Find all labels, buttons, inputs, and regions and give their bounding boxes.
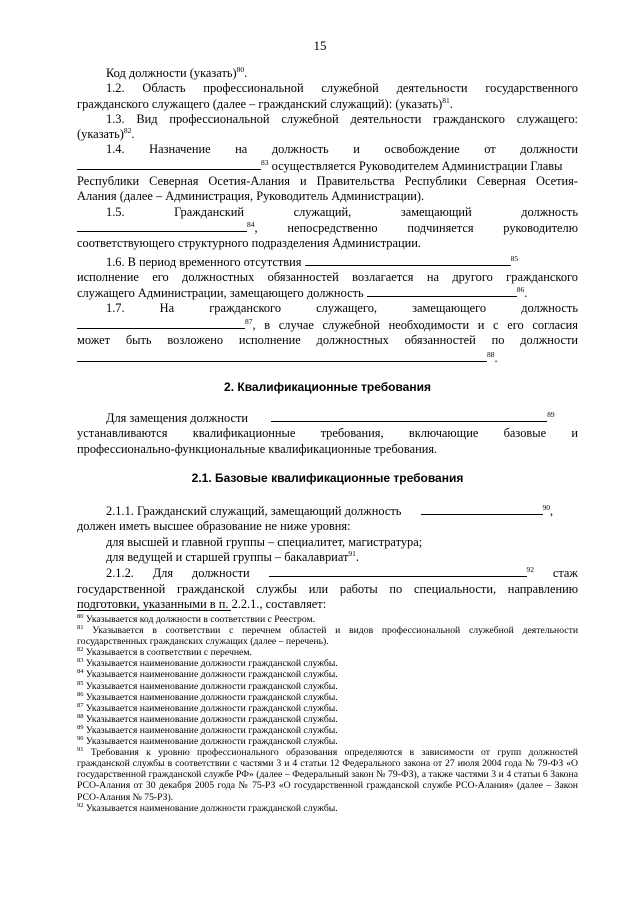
paragraph-1-3: 1.3. Вид профессиональной служебной деятельности гражданского служащего: <box>106 111 578 126</box>
blank-line <box>77 317 245 329</box>
paragraph-2-1-1: 2.1.1. Гражданский служащий, замещающий должность $^{90}$, <box>106 503 554 519</box>
blank-line <box>77 158 261 170</box>
footnote-82: $^{82}$ Указывается в соответствии с перечнем. <box>77 646 252 659</box>
paragraph-1-0: Код должности (указать)$^{80}$. <box>106 64 248 80</box>
blank-line <box>77 350 487 362</box>
blank-line <box>421 503 543 515</box>
paragraph-1-7: 1.7. На гражданского служащего, замещающего должность <box>106 301 578 316</box>
footnote-90: $^{90}$ Указывается наименование должности гражданской службы. <box>77 734 338 748</box>
footnote-86: $^{86}$ Указывается наименование должности гражданской службы. <box>77 690 338 703</box>
paragraph-1-5-line2: $^{84}$, непосредственно подчиняется руководителю <box>77 220 578 236</box>
paragraph-1-6-line3: служащего Администрации, замещающего должность $^{86}$. <box>77 285 528 301</box>
paragraph-1-7-line4: $^{88}$. <box>77 350 578 366</box>
footnote-89: $^{89}$ Указывается наименование должности гражданской службы. <box>77 723 338 736</box>
paragraph-1-6: 1.6. В период временного отсутствия $^{85}$ <box>106 253 519 269</box>
paragraph-1-7-line2: $^{87}$, в случае служебной необходимости и с его согласия <box>77 317 578 333</box>
paragraph-1-5: 1.5. Гражданский служащий, замещающий должность <box>106 204 578 219</box>
paragraph-2-1-1-line3: для высшей и главной группы – специалитет, магистратура; <box>106 534 423 549</box>
paragraph-1-4: 1.4. Назначение на должность и освобождение от должности <box>106 142 578 157</box>
paragraph-1-3-cont: (указать)$^{82}$. <box>77 126 135 142</box>
section-2-text-line2: устанавливаются квалификационные требования, включающие базовые и <box>77 426 578 441</box>
page-number: 15 <box>313 38 327 53</box>
blank-line <box>305 254 511 266</box>
footnote-91: $^{91}$ Требования к уровню профессионального образования определяются в зависимости от групп должностей гражданской службы в соответствии с частями 3 и 4 статьи 12 Федерального закона от 27 июля 2004 года № 79-ФЗ «О государственной гражданской службе РФ» (далее – Федеральный закон № 79-ФЗ), а также частями 3 и 4 статьи 6 Закона РСО-Алания от 30 декабря 2005 года № 75-РЗ «О государственной гражданской службе РСО-Алания» (далее – Закон РСО-Алания № 75-РЗ). <box>77 745 578 803</box>
paragraph-2-1-1-line4: для ведущей и старшей группы – бакалавриат$^{91}$. <box>106 548 360 565</box>
footnote-87: $^{87}$ Указывается наименование должности гражданской службы. <box>77 701 338 714</box>
paragraph-2-1-2-line3: подготовки, указанными в п. 2.2.1., составляет: <box>77 596 327 611</box>
footnote-84: $^{84}$ Указывается наименование должности гражданской службы. <box>77 668 338 681</box>
paragraph-2-1-1-line2: должен иметь высшее образование не ниже уровня: <box>77 519 351 534</box>
paragraph-1-4-line4: Алания (далее – Администрация, Руководитель Администрации). <box>77 189 425 204</box>
paragraph-2-1-2-line2: государственной гражданской службы или работы по специальности, направлению <box>77 581 578 596</box>
blank-line <box>367 285 517 297</box>
blank-line <box>271 410 547 422</box>
footnote-80: $^{80}$ Указывается код должности в соответствии с Реестром. <box>77 612 316 625</box>
paragraph-2-1-2: 2.1.2. Для должности $^{92}$ стаж <box>106 565 578 581</box>
footnote-separator <box>77 610 231 611</box>
footnote-92: $^{92}$ Указывается наименование должности гражданской службы. <box>77 801 338 814</box>
blank-line <box>77 220 247 232</box>
footnote-81: $^{81}$ Указывается в соответствии с перечнем областей и видов профессиональной служебной деятельности государственных гражданских служащих (далее – перечень). <box>77 623 578 648</box>
section-2-text: Для замещения должности $^{89}$ <box>106 409 555 425</box>
blank-line <box>269 565 527 577</box>
footnote-85: $^{85}$ Указывается наименование должности гражданской службы. <box>77 679 338 692</box>
footnote-88: $^{88}$ Указывается наименование должности гражданской службы. <box>77 712 338 725</box>
paragraph-1-2: 1.2. Область профессиональной служебной деятельности государственного <box>106 81 578 96</box>
section-2-title: 2. Квалификационные требования <box>224 379 431 394</box>
footnotes <box>77 614 578 814</box>
paragraph-1-4-line3: Республики Северная Осетия-Алания и Правительства Республики Северная Осетия- <box>77 174 578 189</box>
paragraph-1-5-line3: соответствующего структурного подразделения Администрации. <box>77 236 421 251</box>
paragraph-1-4-line2: $^{83}$ осуществляется Руководителем Администрации Главы <box>77 158 578 174</box>
paragraph-1-7-line3: может быть возложено исполнение должностных обязанностей по должности <box>77 333 578 348</box>
paragraph-1-6-line2: исполнение его должностных обязанностей возлагается на другого гражданского <box>77 269 578 284</box>
footnote-83: $^{83}$ Указывается наименование должности гражданской службы. <box>77 657 338 670</box>
paragraph-1-2-cont: гражданского служащего (далее – гражданский служащий): (указать)$^{81}$. <box>77 95 453 111</box>
document-body <box>77 66 578 612</box>
section-2-1-title: 2.1. Базовые квалификационные требования <box>191 470 464 485</box>
section-2-text-line3: профессионально-функциональные квалификационные требования. <box>77 441 438 456</box>
